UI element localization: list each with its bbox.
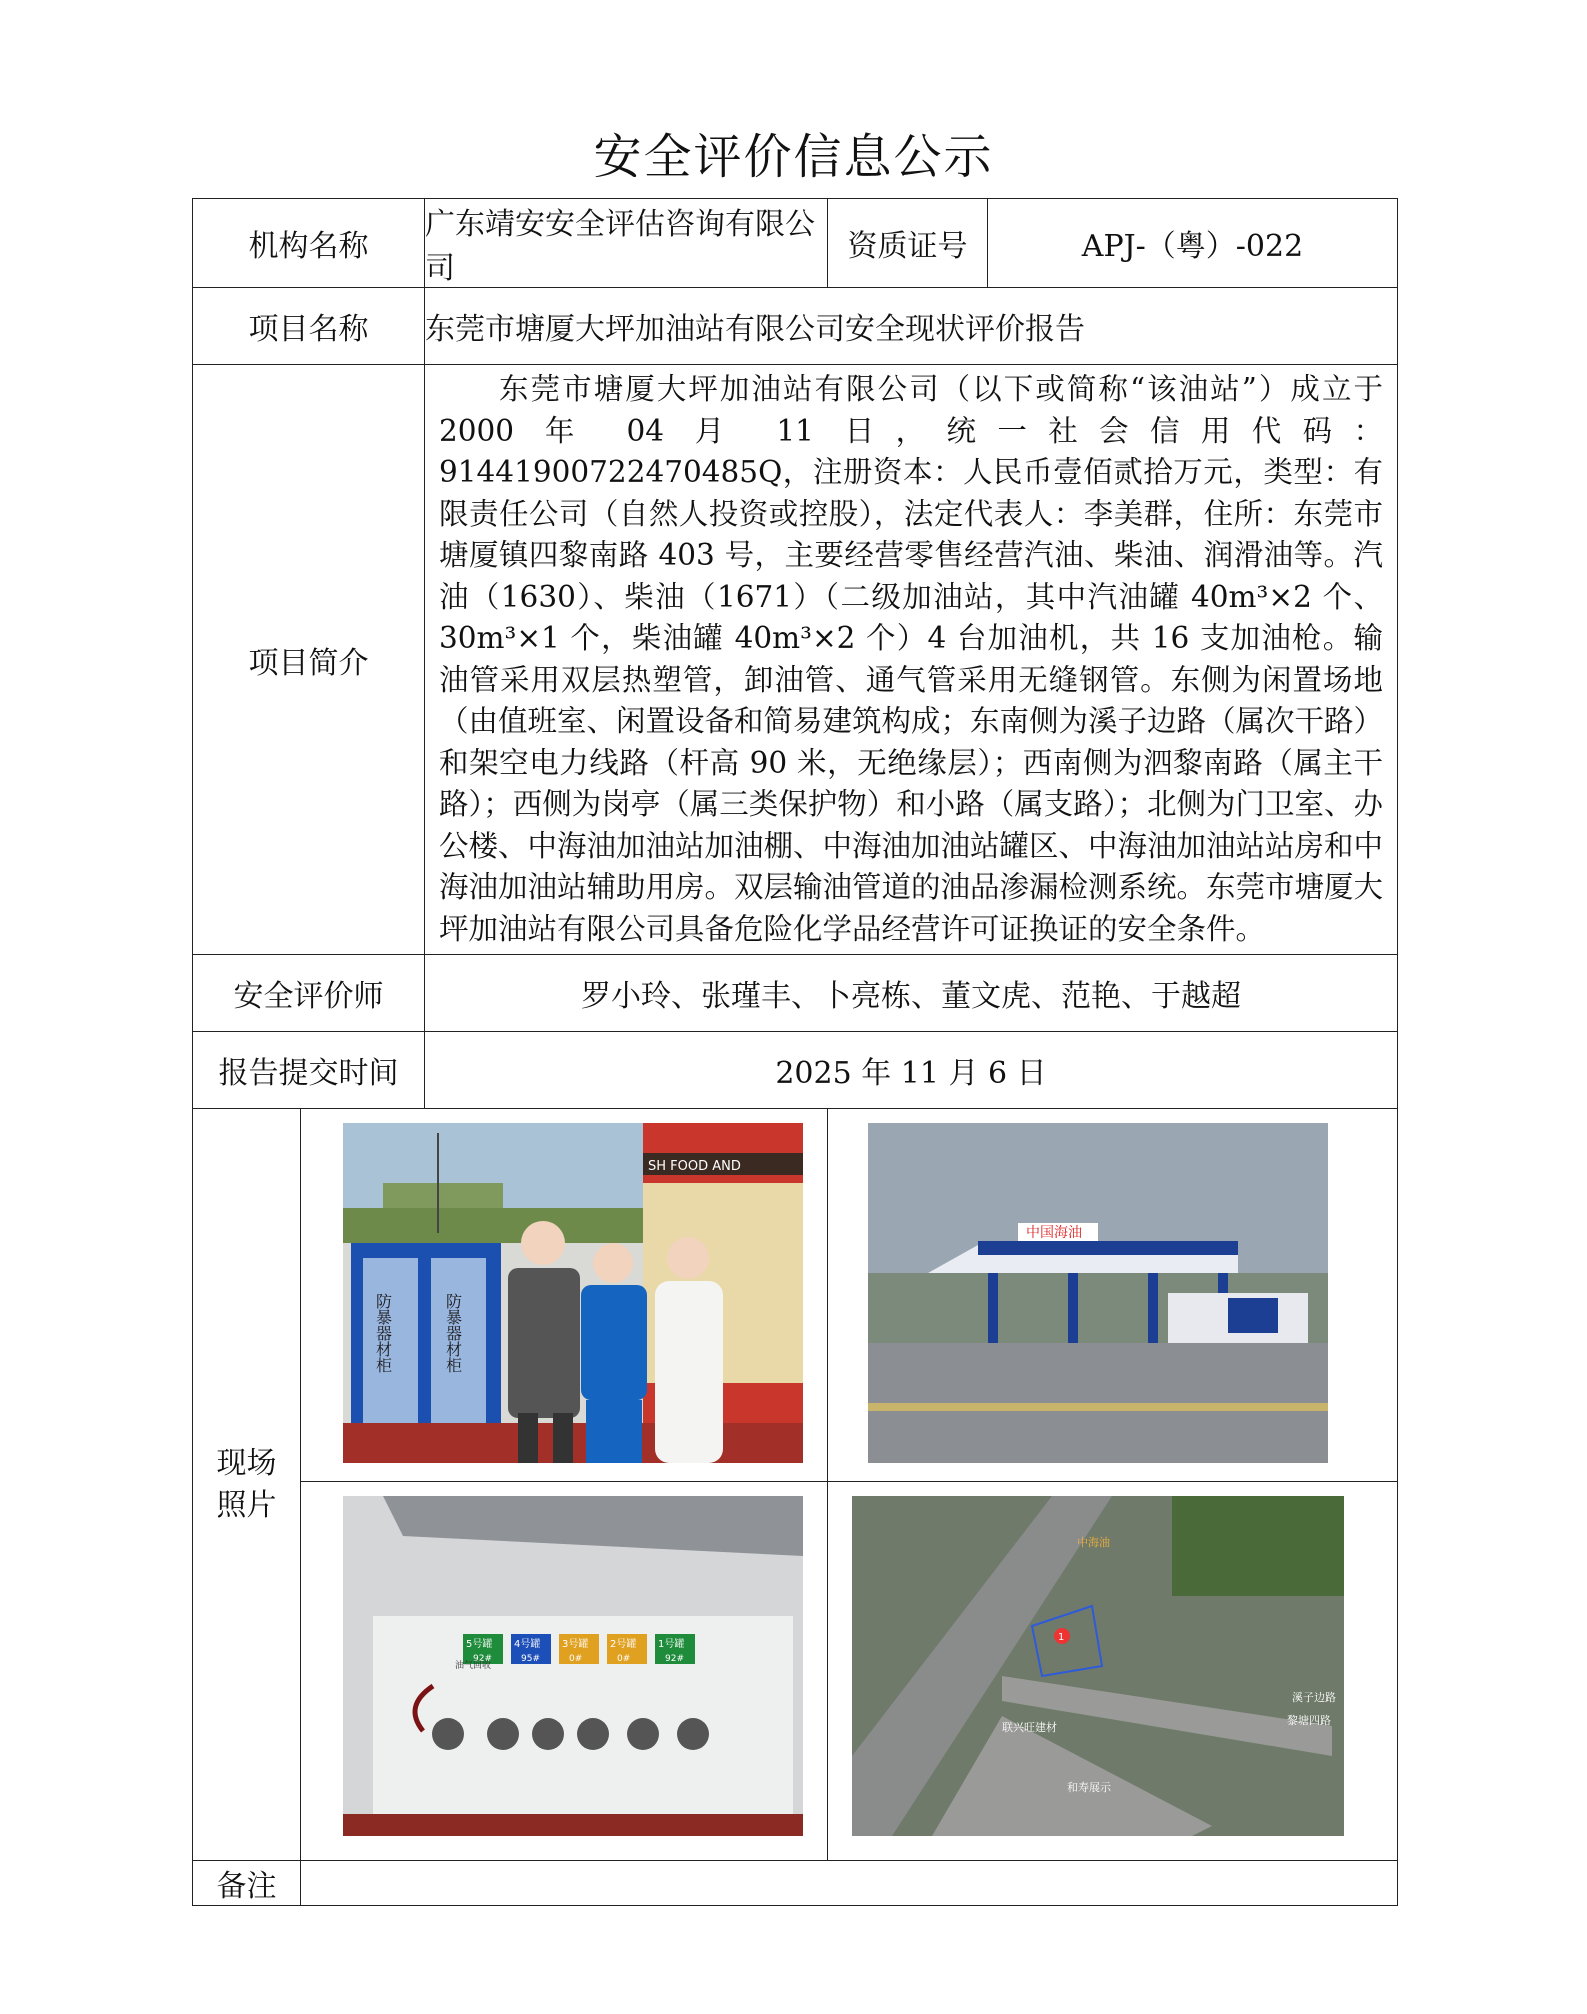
map-label: 溪子边路 — [1292, 1691, 1336, 1704]
tank-grade: 92# — [665, 1654, 684, 1664]
map-label: 和寿展示 — [1067, 1781, 1111, 1794]
org-label: 机构名称 — [193, 199, 425, 288]
org-row — [193, 199, 1398, 288]
photo-satellite — [852, 1496, 1344, 1836]
assessors-row — [193, 955, 1398, 1032]
map-marker: 1 — [1058, 1632, 1065, 1643]
submit-row — [193, 1032, 1398, 1109]
photos-label-cell — [193, 1109, 301, 1861]
intro-text: 东莞市塘厦大坪加油站有限公司（以下或简称“该油站”）成立于 2000 年 04 月 11 日，统一社会信用代码：91441900722470485Q，注册资本：人民币壹佰贰拾万元，类型：有限责任公司（自然人投资或控股），法定代表人：李美群，住所：东莞市塘厦镇四黎南路 403 号，主要经营零售经营汽油、柴油、润滑油等。汽油（1630）、柴油（1671）（二级加油站，其中汽油罐 40m³×2 个、30m³×1 个，柴油罐 40m³×2 个）4 台加油机，共 16 支加油枪。输油管采用双层热塑管，卸油管、通气管采用无缝钢管。东侧为闲置场地（由值班室、闲置设备和简易建筑构成；东南侧为溪子边路（属次干路）和架空电力线路（杆高 90 米，无绝缘层）；西南侧为泗黎南路（属主干路）；西侧为岗亭（属三类保护物）和小路（属支路）；北侧为门卫室、办公楼、中海油加油站加油棚、中海油加油站罐区、中海油加油站站房和中海油加油站辅助用房。双层输油管道的油品渗漏检测系统。东莞市塘厦大坪加油站有限公司具备危险化学品经营许可证换证的安全条件。 — [439, 372, 1384, 946]
photo-cell-1 — [301, 1109, 828, 1482]
photo-station — [868, 1123, 1328, 1463]
photo-cell-2 — [828, 1109, 1398, 1482]
submit-label: 报告提交时间 — [193, 1032, 425, 1109]
tank-label: 5号罐 — [466, 1639, 493, 1650]
assessors-value: 罗小玲、张瑾丰、卜亮栋、董文虎、范艳、于越超 — [425, 955, 1398, 1032]
photo-cell-4 — [828, 1482, 1398, 1861]
tank-label: 1号罐 — [658, 1639, 685, 1650]
intro-label: 项目简介 — [193, 365, 425, 955]
remarks-row — [193, 1861, 1398, 1906]
assessors-label: 安全评价师 — [193, 955, 425, 1032]
tank-label: 4号罐 — [514, 1639, 541, 1650]
tank-grade: 95# — [521, 1654, 540, 1664]
intro-row — [193, 365, 1398, 955]
photo-row-1 — [193, 1109, 1398, 1482]
shop-sign: SH FOOD AND — [648, 1159, 741, 1174]
tank-grade: 0# — [617, 1654, 631, 1664]
page-title: 安全评价信息公示 — [593, 129, 994, 185]
photo-cell-3 — [301, 1482, 828, 1861]
photo-tanks — [343, 1496, 803, 1836]
photo-staff — [343, 1123, 803, 1463]
intro-cell — [425, 365, 1398, 955]
tank-label: 2号罐 — [610, 1639, 637, 1650]
project-label: 项目名称 — [193, 288, 425, 365]
photo-row-2 — [193, 1482, 1398, 1861]
cert-value: APJ-（粤）-022 — [988, 199, 1398, 288]
info-table — [192, 198, 1398, 1906]
remarks-label: 备注 — [193, 1861, 301, 1906]
brand-text: 中国海油 — [1026, 1225, 1082, 1241]
cabinet-text-left: 防暴器材柜 — [373, 1293, 393, 1373]
tank-label: 3号罐 — [562, 1639, 589, 1650]
map-label: 联兴旺建材 — [1002, 1721, 1057, 1734]
tank-grade: 0# — [569, 1654, 583, 1664]
remarks-value — [301, 1861, 1398, 1906]
submit-value: 2025 年 11 月 6 日 — [425, 1032, 1398, 1109]
project-value: 东莞市塘厦大坪加油站有限公司安全现状评价报告 — [425, 288, 1398, 365]
cabinet-text-right: 防暴器材柜 — [443, 1293, 463, 1373]
map-label: 黎塘四路 — [1287, 1714, 1331, 1727]
cert-label: 资质证号 — [828, 199, 988, 288]
project-row — [193, 288, 1398, 365]
tank-grade: 92# — [473, 1654, 492, 1664]
vapor-tag: 油气回收 — [455, 1661, 492, 1671]
org-value: 广东靖安安全评估咨询有限公司 — [425, 199, 828, 288]
photos-label: 现场照片 — [216, 1445, 277, 1523]
map-label: 中海油 — [1077, 1536, 1110, 1549]
